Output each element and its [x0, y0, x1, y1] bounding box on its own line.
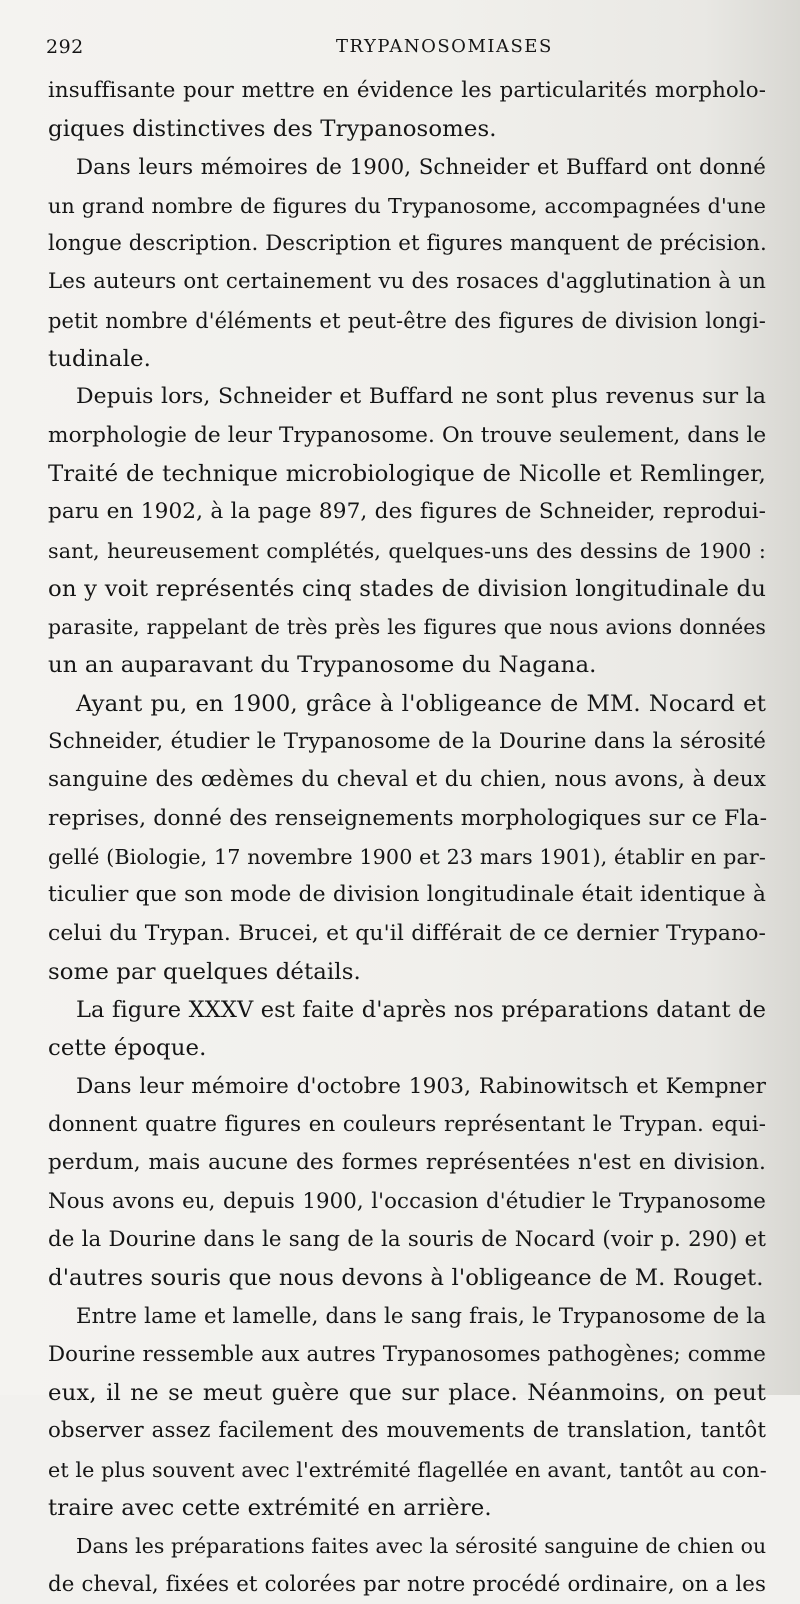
text-line: ticulier que son mode de division longitudinale était identique à [48, 882, 766, 908]
text-line: parasite, rappelant de très près les figures que nous avions données [48, 615, 766, 640]
page-number: 292 [46, 36, 84, 58]
text-line: some par quelques détails. [48, 958, 361, 985]
text-line: donnent quatre figures en couleurs représentant le Trypan. equi- [48, 1112, 766, 1138]
text-line: observer assez facilement des mouvements de translation, tantôt [48, 1418, 766, 1444]
text-line: on y voit représentés cinq stades de division longitudinale du [48, 575, 766, 602]
text-line: d'autres souris que nous devons à l'obligeance de M. Rouget. [48, 1265, 764, 1292]
text-line: reprises, donné des renseignements morphologiques sur ce Fla- [48, 805, 768, 831]
text-line: Les auteurs ont certainement vu des rosaces d'agglutination à un [48, 269, 766, 295]
text-line: Dans leur mémoire d'octobre 1903, Rabinowitsch et Kempner [76, 1073, 766, 1099]
text-line: longue description. Description et figures manquent de précision. [48, 231, 767, 257]
running-title: TRYPANOSOMIASES [336, 36, 553, 57]
text-line: Dans les préparations faites avec la sérosité sanguine de chien ou [76, 1534, 767, 1559]
text-line: Entre lame et lamelle, dans le sang frais, le Trypanosome de la [76, 1303, 766, 1329]
text-line: traire avec cette extrémité en arrière. [48, 1494, 492, 1521]
text-line: de cheval, fixées et colorées par notre procédé ordinaire, on a les [48, 1571, 766, 1597]
text-line: paru en 1902, à la page 897, des figures de Schneider, reprodui- [48, 499, 766, 525]
text-line: cette époque. [48, 1035, 207, 1062]
text-line: un an auparavant du Trypanosome du Nagana. [48, 652, 597, 679]
text-line: giques distinctives des Trypanosomes. [48, 116, 497, 143]
page-header [46, 36, 766, 66]
text-line: tudinale. [48, 346, 151, 373]
text-line: insuffisante pour mettre en évidence les particularités morpholo- [48, 78, 766, 103]
text-line: Depuis lors, Schneider et Buffard ne sont plus revenus sur la [76, 384, 766, 410]
text-line: Schneider, étudier le Trypanosome de la Dourine dans la sérosité [48, 729, 766, 755]
text-line: petit nombre d'éléments et peut-être des figures de division longi- [48, 308, 766, 333]
text-line: celui du Trypan. Brucei, et qu'il différait de ce dernier Trypano- [48, 920, 766, 946]
text-line: eux, il ne se meut guère que sur place. Néanmoins, on peut [48, 1380, 766, 1407]
text-line: de la Dourine dans le sang de la souris de Nocard (voir p. 290) et [48, 1226, 766, 1252]
text-line: Ayant pu, en 1900, grâce à l'obligeance de MM. Nocard et [76, 690, 766, 717]
text-line: Nous avons eu, depuis 1900, l'occasion d'étudier le Trypanosome [48, 1188, 766, 1214]
text-line: perdum, mais aucune des formes représentées n'est en division. [48, 1150, 766, 1176]
text-line: un grand nombre de figures du Trypanosome, accompagnées d'une [48, 193, 766, 218]
text-line: morphologie de leur Trypanosome. On trouve seulement, dans le [48, 422, 767, 448]
text-line: Traité de technique microbiologique de Nicolle et Remlinger, [48, 460, 766, 487]
text-line: sant, heureusement complétés, quelques-uns des dessins de 1900 : [48, 538, 766, 563]
text-line: La figure XXXV est faite d'après nos préparations datant de [76, 997, 766, 1024]
text-line: Dans leurs mémoires de 1900, Schneider et Buffard ont donné [76, 154, 766, 180]
body-text [48, 72, 766, 1604]
text-line: Dourine ressemble aux autres Trypanosomes pathogènes; comme [48, 1341, 766, 1367]
text-line: sanguine des œdèmes du cheval et du chien, nous avons, à deux [48, 767, 766, 793]
text-line: et le plus souvent avec l'extrémité flagellée en avant, tantôt au con- [48, 1457, 767, 1482]
text-line: gellé (Biologie, 17 novembre 1900 et 23 mars 1901), établir en par- [48, 844, 766, 869]
